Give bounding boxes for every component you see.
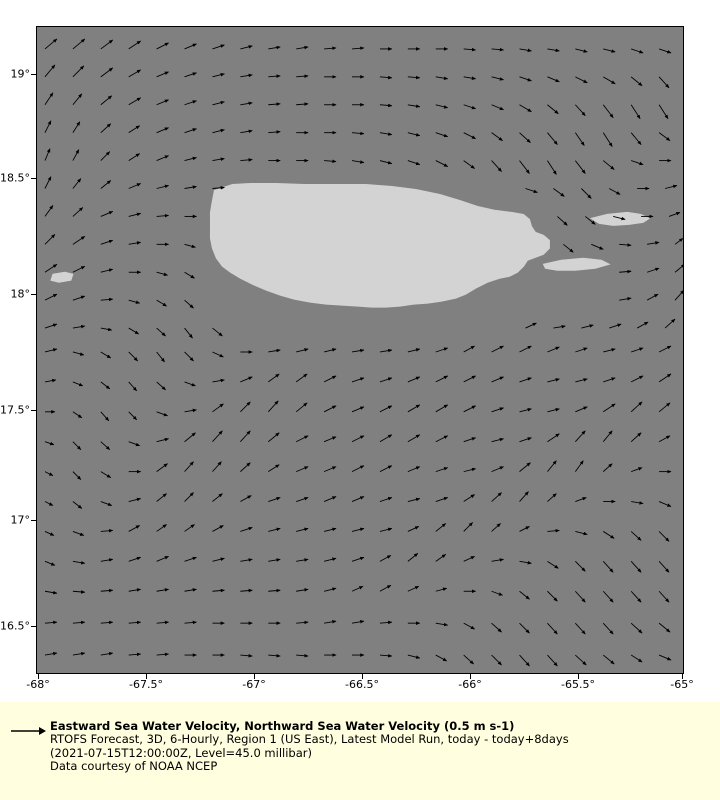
legend-credit-line: Data courtesy of NOAA NCEP — [50, 759, 218, 773]
y-axis-tick-label: 17.5° — [0, 403, 30, 417]
y-axis-tick-label: 18° — [10, 287, 30, 301]
velocity-vector-field — [37, 27, 683, 673]
legend-title: Eastward Sea Water Velocity, Northward Sea Water Velocity (0.5 m s-1) — [50, 719, 515, 733]
x-axis-tick-label: -65.5° — [561, 678, 595, 691]
y-tick-mark — [31, 626, 36, 627]
x-axis-tick-label: -66° — [458, 678, 482, 691]
map-panel — [36, 26, 684, 674]
legend-time-level-line: (2021-07-15T12:00:00Z, Level=45.0 millibar) — [50, 745, 312, 760]
legend-dataset-line: RTOFS Forecast, 3D, 6-Hourly, Region 1 (US East), Latest Model Run, today - today+8days — [50, 732, 569, 746]
x-axis-tick-label: -67.5° — [129, 678, 163, 691]
legend-text-block — [50, 719, 710, 774]
x-axis-tick-label: -65° — [670, 678, 694, 691]
y-axis-tick-label: 19° — [10, 67, 30, 81]
y-axis-tick-label: 17° — [10, 513, 30, 527]
x-axis-tick-label: -66.5° — [345, 678, 379, 691]
y-axis-tick-label: 18.5° — [0, 171, 30, 185]
y-tick-mark — [31, 410, 36, 411]
map-plot-area[interactable] — [36, 26, 684, 674]
y-tick-mark — [31, 74, 36, 75]
x-axis-tick-label: -68° — [26, 678, 50, 691]
y-axis-tick-label: 16.5° — [0, 619, 30, 633]
y-tick-mark — [31, 294, 36, 295]
vector-arrow-icon — [10, 725, 46, 737]
y-tick-mark — [31, 178, 36, 179]
legend-panel — [0, 702, 720, 800]
y-tick-mark — [31, 520, 36, 521]
x-axis-tick-label: -67° — [242, 678, 266, 691]
